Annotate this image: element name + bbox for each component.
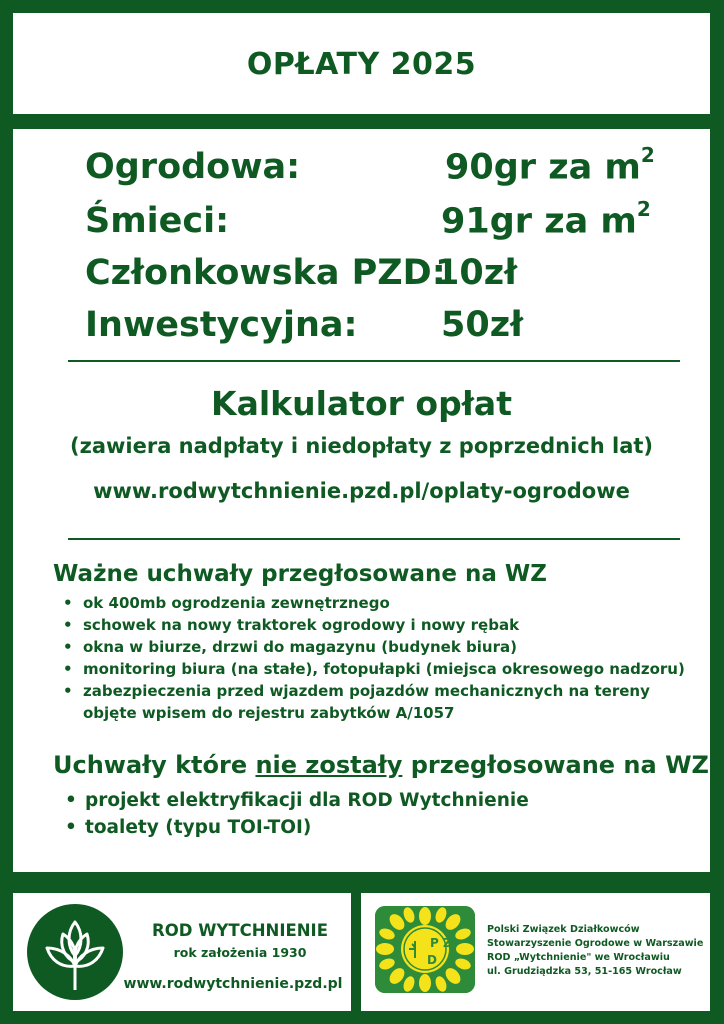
list-item: • projekt elektryfikacji dla ROD Wytchnienie — [65, 787, 685, 814]
divider-bottom — [68, 538, 680, 540]
org-website-link[interactable]: www.rodwytchnienie.pzd.pl — [123, 976, 343, 992]
list-item: • monitoring biura (na stałe), fotopułapki (miejsca okresowego nadzoru) — [63, 658, 703, 680]
pzd-line: Stowarzyszenie Ogrodowe w Warszawie — [487, 938, 704, 949]
rejected-list — [65, 787, 685, 841]
org-founded: rok założenia 1930 — [173, 945, 307, 960]
main-panel — [13, 129, 710, 872]
title-panel — [13, 13, 710, 114]
svg-text:D: D — [427, 953, 437, 967]
approved-list — [63, 592, 703, 724]
footer-left-panel — [13, 893, 351, 1011]
list-item: • ok 400mb ogrodzenia zewnętrznego — [63, 592, 703, 614]
list-item: • schowek na nowy traktorek ogrodowy i nowy rębak — [63, 614, 703, 636]
page-title: OPŁATY 2025 — [246, 47, 477, 82]
divider-top — [68, 360, 680, 362]
calculator-link[interactable]: www.rodwytchnienie.pzd.pl/oplaty-ogrodowe — [93, 479, 630, 503]
pzd-line: ul. Grudziądzka 53, 51-165 Wrocław — [487, 966, 682, 977]
rejected-section-title: Uchwały które nie zostały przegłosowane na WZ — [53, 751, 709, 779]
fee-name-inwestycyjna: Inwestycyjna: — [85, 305, 358, 345]
pzd-line: Polski Związek Działkowców — [487, 924, 640, 935]
approved-section-title: Ważne uchwały przegłosowane na WZ — [53, 561, 547, 587]
list-item: • zabezpieczenia przed wjazdem pojazdów mechanicznych na tereny objęte wpisem do rejestru zabytków A/1057 — [63, 680, 703, 724]
pzd-logo-icon — [375, 906, 475, 993]
pzd-line: ROD „Wytchnienie" we Wrocławiu — [487, 952, 670, 963]
calculator-subtitle: (zawiera nadpłaty i niedopłaty z poprzednich lat) — [70, 434, 653, 458]
list-item: • okna w biurze, drzwi do magazynu (budynek biura) — [63, 636, 703, 658]
pzd-address-block — [487, 923, 707, 979]
list-item: • toalety (typu TOI-TOI) — [65, 814, 685, 841]
footer-right-panel — [361, 893, 710, 1011]
fee-amount-ogrodowa: 90gr za $m^2$ — [445, 143, 655, 188]
fee-amount-smieci: 91gr za $m^2$ — [441, 197, 651, 242]
rod-lotus-logo-icon — [23, 900, 127, 1004]
fee-amount-inwestycyjna: 50zł — [441, 305, 524, 345]
fee-name-ogrodowa: Ogrodowa: — [85, 147, 301, 187]
fee-amount-czlonkowska: 10zł — [435, 253, 518, 293]
fee-name-czlonkowska: Członkowska PZD: — [85, 253, 446, 293]
svg-text:P Z: P Z — [430, 936, 452, 950]
calculator-title: Kalkulator opłat — [211, 384, 512, 423]
fee-name-smieci: Śmieci: — [85, 201, 230, 241]
org-name: ROD WYTCHNIENIE — [152, 921, 328, 940]
